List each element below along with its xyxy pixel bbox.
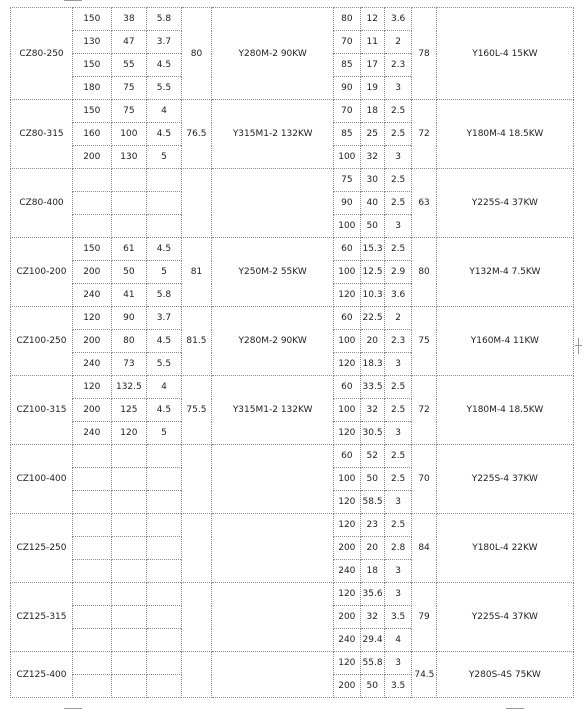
npsh-cell: 4.5 <box>147 54 182 77</box>
npsh-cell: 2.5 <box>384 123 411 146</box>
npsh-cell <box>147 629 182 652</box>
head-cell: 33.5 <box>360 376 384 399</box>
crop-mark-bottom-left <box>64 708 82 709</box>
flow-cell: 200 <box>334 606 360 629</box>
head-cell: 75 <box>111 77 147 100</box>
head-cell: 50 <box>111 261 147 284</box>
motor-cell: Y280S-4S 75KW <box>436 652 573 698</box>
model-cell: CZ80-315 <box>11 100 73 169</box>
crop-mark-right-tick <box>575 345 582 346</box>
model-cell: CZ80-400 <box>11 169 73 238</box>
efficiency-cell <box>181 169 211 238</box>
head-cell <box>111 652 147 675</box>
efficiency-cell: 78 <box>412 8 436 100</box>
efficiency-cell <box>181 445 211 514</box>
npsh-cell: 3.6 <box>384 8 411 31</box>
npsh-cell: 3.7 <box>147 31 182 54</box>
head-cell <box>111 537 147 560</box>
head-cell: 58.5 <box>360 491 384 514</box>
flow-cell <box>72 675 111 698</box>
flow-cell: 90 <box>334 192 360 215</box>
head-cell <box>111 445 147 468</box>
npsh-cell: 3 <box>384 146 411 169</box>
head-cell: 80 <box>111 330 147 353</box>
efficiency-cell: 84 <box>412 514 436 583</box>
npsh-cell: 2 <box>384 307 411 330</box>
npsh-cell: 4 <box>147 376 182 399</box>
head-cell: 11 <box>360 31 384 54</box>
npsh-cell: 5.5 <box>147 77 182 100</box>
model-cell: CZ80-250 <box>11 8 73 100</box>
efficiency-cell: 76.5 <box>181 100 211 169</box>
flow-cell <box>72 514 111 537</box>
flow-cell: 100 <box>334 468 360 491</box>
motor-cell: Y280M-2 90KW <box>212 8 334 100</box>
head-cell: 55.8 <box>360 652 384 675</box>
head-cell: 41 <box>111 284 147 307</box>
npsh-cell <box>147 652 182 675</box>
model-cell: CZ125-315 <box>11 583 73 652</box>
motor-cell <box>212 445 334 514</box>
head-cell <box>111 675 147 698</box>
table-row <box>11 514 574 537</box>
npsh-cell: 4 <box>384 629 411 652</box>
npsh-cell: 5.8 <box>147 284 182 307</box>
npsh-cell: 5 <box>147 261 182 284</box>
flow-cell: 180 <box>72 77 111 100</box>
table-row <box>11 307 574 330</box>
head-cell: 12.5 <box>360 261 384 284</box>
flow-cell <box>72 215 111 238</box>
npsh-cell: 5 <box>147 146 182 169</box>
motor-cell <box>212 169 334 238</box>
flow-cell: 60 <box>334 238 360 261</box>
head-cell: 22.5 <box>360 307 384 330</box>
npsh-cell: 2 <box>384 31 411 54</box>
head-cell <box>111 606 147 629</box>
flow-cell: 120 <box>72 307 111 330</box>
head-cell <box>111 583 147 606</box>
head-cell: 52 <box>360 445 384 468</box>
flow-cell: 60 <box>334 445 360 468</box>
crop-mark-bottom-right <box>506 708 524 709</box>
npsh-cell: 2.3 <box>384 330 411 353</box>
flow-cell: 100 <box>334 215 360 238</box>
flow-cell: 120 <box>334 422 360 445</box>
motor-cell: Y132M-4 7.5KW <box>436 238 573 307</box>
efficiency-cell: 80 <box>412 238 436 307</box>
flow-cell: 100 <box>334 399 360 422</box>
flow-cell: 60 <box>334 307 360 330</box>
npsh-cell: 2.5 <box>384 514 411 537</box>
flow-cell: 200 <box>334 537 360 560</box>
npsh-cell: 2.8 <box>384 537 411 560</box>
head-cell <box>111 491 147 514</box>
head-cell: 50 <box>360 215 384 238</box>
motor-cell <box>212 514 334 583</box>
flow-cell <box>72 468 111 491</box>
model-cell: CZ100-200 <box>11 238 73 307</box>
npsh-cell: 5.8 <box>147 8 182 31</box>
npsh-cell <box>147 514 182 537</box>
model-cell: CZ100-315 <box>11 376 73 445</box>
npsh-cell <box>147 537 182 560</box>
motor-cell <box>212 583 334 652</box>
head-cell: 18 <box>360 560 384 583</box>
npsh-cell <box>147 606 182 629</box>
npsh-cell: 3 <box>384 491 411 514</box>
flow-cell: 120 <box>334 491 360 514</box>
head-cell: 55 <box>111 54 147 77</box>
flow-cell: 240 <box>72 284 111 307</box>
head-cell: 125 <box>111 399 147 422</box>
table-row <box>11 583 574 606</box>
flow-cell: 240 <box>334 560 360 583</box>
head-cell: 20 <box>360 537 384 560</box>
motor-cell: Y315M1-2 132KW <box>212 100 334 169</box>
head-cell: 29.4 <box>360 629 384 652</box>
head-cell: 73 <box>111 353 147 376</box>
npsh-cell <box>147 169 182 192</box>
flow-cell: 120 <box>334 652 360 675</box>
head-cell: 120 <box>111 422 147 445</box>
head-cell <box>111 215 147 238</box>
npsh-cell <box>147 192 182 215</box>
head-cell: 20 <box>360 330 384 353</box>
head-cell <box>111 169 147 192</box>
npsh-cell: 2.5 <box>384 445 411 468</box>
efficiency-cell <box>181 514 211 583</box>
npsh-cell: 2.9 <box>384 261 411 284</box>
npsh-cell <box>147 583 182 606</box>
flow-cell: 200 <box>72 261 111 284</box>
head-cell: 30.5 <box>360 422 384 445</box>
flow-cell: 200 <box>72 330 111 353</box>
flow-cell: 100 <box>334 146 360 169</box>
flow-cell: 120 <box>334 514 360 537</box>
motor-cell: Y225S-4 37KW <box>436 445 573 514</box>
head-cell: 61 <box>111 238 147 261</box>
flow-cell: 120 <box>334 353 360 376</box>
flow-cell <box>72 491 111 514</box>
npsh-cell: 3.7 <box>147 307 182 330</box>
motor-cell: Y180L-4 22KW <box>436 514 573 583</box>
npsh-cell: 4.5 <box>147 330 182 353</box>
efficiency-cell: 72 <box>412 100 436 169</box>
head-cell: 40 <box>360 192 384 215</box>
efficiency-cell: 81.5 <box>181 307 211 376</box>
head-cell: 19 <box>360 77 384 100</box>
flow-cell: 150 <box>72 238 111 261</box>
npsh-cell: 3 <box>384 353 411 376</box>
flow-cell: 75 <box>334 169 360 192</box>
flow-cell: 100 <box>334 330 360 353</box>
npsh-cell: 3 <box>384 422 411 445</box>
npsh-cell <box>147 491 182 514</box>
flow-cell <box>72 606 111 629</box>
flow-cell: 60 <box>334 376 360 399</box>
flow-cell: 240 <box>334 629 360 652</box>
head-cell: 32 <box>360 606 384 629</box>
npsh-cell <box>147 445 182 468</box>
flow-cell <box>72 560 111 583</box>
flow-cell: 70 <box>334 31 360 54</box>
head-cell: 17 <box>360 54 384 77</box>
flow-cell <box>72 445 111 468</box>
head-cell: 50 <box>360 468 384 491</box>
npsh-cell: 4.5 <box>147 123 182 146</box>
npsh-cell: 4 <box>147 100 182 123</box>
head-cell: 47 <box>111 31 147 54</box>
efficiency-cell <box>181 583 211 652</box>
npsh-cell: 5.5 <box>147 353 182 376</box>
flow-cell <box>72 169 111 192</box>
head-cell: 50 <box>360 675 384 698</box>
head-cell <box>111 560 147 583</box>
head-cell: 132.5 <box>111 376 147 399</box>
flow-cell <box>72 629 111 652</box>
npsh-cell: 3 <box>384 560 411 583</box>
crop-mark-right <box>578 338 579 354</box>
npsh-cell <box>147 215 182 238</box>
model-cell: CZ125-400 <box>11 652 73 698</box>
flow-cell: 240 <box>72 422 111 445</box>
motor-cell: Y225S-4 37KW <box>436 583 573 652</box>
npsh-cell: 2.5 <box>384 169 411 192</box>
flow-cell: 150 <box>72 54 111 77</box>
flow-cell: 85 <box>334 123 360 146</box>
flow-cell: 90 <box>334 77 360 100</box>
flow-cell <box>72 652 111 675</box>
head-cell: 18 <box>360 100 384 123</box>
npsh-cell: 2.5 <box>384 399 411 422</box>
head-cell: 90 <box>111 307 147 330</box>
head-cell <box>111 192 147 215</box>
document-page <box>10 7 574 701</box>
efficiency-cell: 75 <box>412 307 436 376</box>
npsh-cell: 2.5 <box>384 100 411 123</box>
efficiency-cell: 80 <box>181 8 211 100</box>
table-row <box>11 8 574 31</box>
head-cell: 130 <box>111 146 147 169</box>
npsh-cell: 4.5 <box>147 399 182 422</box>
head-cell: 12 <box>360 8 384 31</box>
table-row <box>11 238 574 261</box>
efficiency-cell: 72 <box>412 376 436 445</box>
model-cell: CZ100-400 <box>11 445 73 514</box>
motor-cell: Y180M-4 18.5KW <box>436 376 573 445</box>
head-cell: 10.3 <box>360 284 384 307</box>
npsh-cell: 2.5 <box>384 238 411 261</box>
flow-cell: 160 <box>72 123 111 146</box>
npsh-cell: 3.6 <box>384 284 411 307</box>
flow-cell: 200 <box>72 399 111 422</box>
flow-cell: 130 <box>72 31 111 54</box>
motor-cell: Y160L-4 15KW <box>436 8 573 100</box>
flow-cell: 200 <box>72 146 111 169</box>
flow-cell: 80 <box>334 8 360 31</box>
head-cell <box>111 629 147 652</box>
head-cell: 25 <box>360 123 384 146</box>
flow-cell: 150 <box>72 100 111 123</box>
npsh-cell: 2.3 <box>384 54 411 77</box>
head-cell: 18.3 <box>360 353 384 376</box>
head-cell: 35.6 <box>360 583 384 606</box>
table-row <box>11 169 574 192</box>
npsh-cell <box>147 560 182 583</box>
efficiency-cell: 79 <box>412 583 436 652</box>
motor-cell: Y315M1-2 132KW <box>212 376 334 445</box>
motor-cell: Y160M-4 11KW <box>436 307 573 376</box>
motor-cell <box>212 652 334 698</box>
npsh-cell: 4.5 <box>147 238 182 261</box>
model-cell: CZ125-250 <box>11 514 73 583</box>
npsh-cell: 3.5 <box>384 606 411 629</box>
head-cell: 32 <box>360 146 384 169</box>
npsh-cell: 2.5 <box>384 192 411 215</box>
efficiency-cell: 74.5 <box>412 652 436 698</box>
flow-cell <box>72 583 111 606</box>
motor-cell: Y225S-4 37KW <box>436 169 573 238</box>
flow-cell: 150 <box>72 8 111 31</box>
npsh-cell: 3.5 <box>384 675 411 698</box>
flow-cell: 120 <box>72 376 111 399</box>
pump-spec-table <box>10 7 574 698</box>
flow-cell: 70 <box>334 100 360 123</box>
npsh-cell: 3 <box>384 77 411 100</box>
efficiency-cell: 81 <box>181 238 211 307</box>
head-cell: 30 <box>360 169 384 192</box>
table-row <box>11 445 574 468</box>
head-cell: 15.3 <box>360 238 384 261</box>
head-cell: 23 <box>360 514 384 537</box>
model-cell: CZ100-250 <box>11 307 73 376</box>
npsh-cell: 3 <box>384 583 411 606</box>
efficiency-cell: 70 <box>412 445 436 514</box>
npsh-cell: 3 <box>384 652 411 675</box>
head-cell <box>111 514 147 537</box>
flow-cell: 85 <box>334 54 360 77</box>
flow-cell: 200 <box>334 675 360 698</box>
npsh-cell <box>147 675 182 698</box>
npsh-cell: 5 <box>147 422 182 445</box>
flow-cell <box>72 192 111 215</box>
npsh-cell: 2.5 <box>384 468 411 491</box>
flow-cell: 100 <box>334 261 360 284</box>
flow-cell <box>72 537 111 560</box>
motor-cell: Y180M-4 18.5KW <box>436 100 573 169</box>
motor-cell: Y280M-2 90KW <box>212 307 334 376</box>
efficiency-cell: 63 <box>412 169 436 238</box>
efficiency-cell: 75.5 <box>181 376 211 445</box>
flow-cell: 240 <box>72 353 111 376</box>
flow-cell: 120 <box>334 583 360 606</box>
table-row <box>11 652 574 675</box>
table-row <box>11 100 574 123</box>
efficiency-cell <box>181 652 211 698</box>
npsh-cell: 2.5 <box>384 376 411 399</box>
head-cell: 38 <box>111 8 147 31</box>
table-row <box>11 376 574 399</box>
npsh-cell <box>147 468 182 491</box>
motor-cell: Y250M-2 55KW <box>212 238 334 307</box>
flow-cell: 120 <box>334 284 360 307</box>
head-cell: 32 <box>360 399 384 422</box>
crop-mark-top-left <box>64 0 82 1</box>
head-cell: 75 <box>111 100 147 123</box>
head-cell: 100 <box>111 123 147 146</box>
npsh-cell: 3 <box>384 215 411 238</box>
head-cell <box>111 468 147 491</box>
